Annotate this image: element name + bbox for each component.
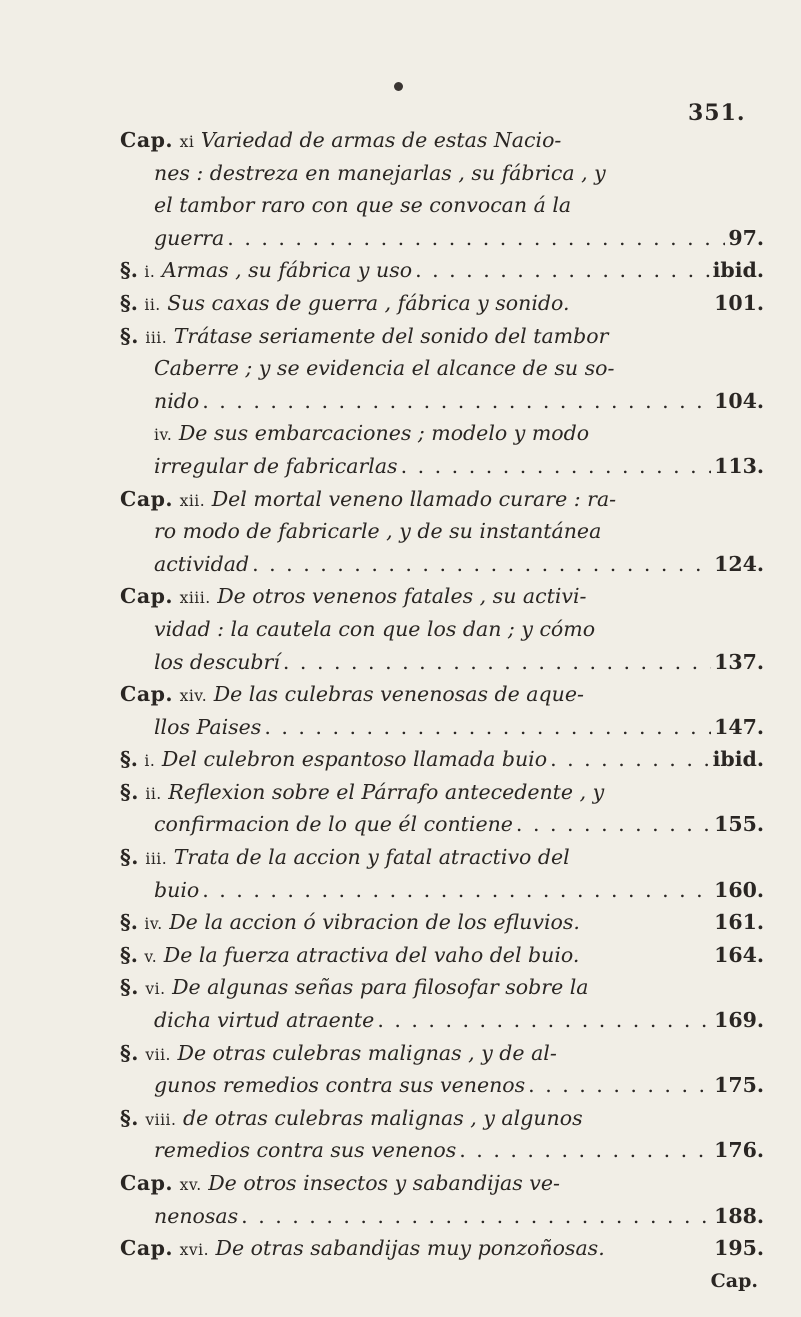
toc-line [120, 613, 764, 646]
entry-body [120, 1232, 605, 1267]
toc-line [120, 808, 764, 841]
entry-title: Sus caxas de guerra , fábrica y sonido. [167, 290, 570, 315]
dot-leader [550, 743, 710, 776]
entry-title: De la accion ó vibracion de los efluvios. [169, 910, 580, 935]
toc-line [120, 352, 764, 385]
chapter-prefix: Cap. [120, 682, 174, 707]
entry-number: xvi. [179, 1241, 209, 1260]
chapter-prefix: Cap. [120, 1171, 174, 1195]
toc-line [120, 548, 764, 581]
toc-line [120, 743, 764, 776]
table-of-contents [120, 124, 764, 1297]
toc-line [120, 1200, 764, 1233]
entry-title: Armas , su fábrica y uso [161, 258, 413, 283]
dot-leader [252, 548, 711, 581]
section-prefix: §. [120, 1040, 139, 1065]
toc-line [120, 1004, 764, 1037]
entry-number: i. [144, 752, 156, 771]
toc-line [120, 417, 764, 450]
entry-number: xiii. [179, 589, 211, 608]
page-ref: 169. [714, 1008, 764, 1033]
entry-title: Caberre ; y se evidencia el alcance de su so- [154, 356, 615, 381]
toc-line [120, 1069, 764, 1102]
toc-line [120, 450, 764, 483]
dot-leader [377, 1004, 711, 1037]
page-ref: 101. [714, 290, 764, 315]
toc-line [120, 254, 764, 287]
page-ref: 155. [714, 812, 764, 837]
ink-dot [394, 82, 403, 91]
entry-number: iii. [145, 850, 168, 869]
toc-line [120, 678, 764, 711]
toc-line [120, 971, 764, 1004]
page-ref: 97. [728, 225, 764, 250]
section-prefix: §. [120, 323, 139, 348]
page-ref: 104. [714, 388, 764, 413]
entry-title: De otras culebras malignas , y de al- [177, 1040, 557, 1065]
entry-title: De sus embarcaciones ; modelo y modo [178, 421, 590, 446]
entry-number: i. [144, 263, 156, 282]
entry-number: vii. [145, 1045, 171, 1064]
dot-leader [459, 1134, 711, 1167]
entry-title: remedios contra sus venenos [154, 1138, 457, 1163]
toc-line [120, 776, 764, 809]
toc-line [120, 385, 764, 418]
toc-line [120, 1134, 764, 1167]
page-ref: 113. [714, 453, 764, 478]
entry-title: De otras sabandijas muy ponzoñosas. [215, 1236, 605, 1261]
section-prefix: §. [120, 975, 139, 1000]
page-ref: 124. [714, 551, 764, 576]
entry-title: gunos remedios contra sus venenos [154, 1073, 526, 1098]
dot-leader [202, 385, 711, 418]
entry-title: Variedad de armas de estas Nacio- [200, 128, 562, 152]
page-ref: 161. [714, 910, 764, 935]
toc-line [120, 320, 764, 353]
entry-body [120, 906, 580, 941]
dot-leader [227, 222, 725, 255]
entry-title: nenosas [154, 1203, 239, 1228]
dot-leader [283, 646, 711, 679]
entry-number: iv. [144, 915, 163, 934]
toc-line [120, 646, 764, 679]
page-ref: ibid. [712, 258, 764, 283]
toc-line [120, 580, 764, 613]
entry-number: xv. [179, 1176, 202, 1194]
entry-number: ii. [145, 784, 162, 803]
toc-line [120, 189, 764, 222]
entry-number: vi. [145, 980, 166, 999]
toc-line [120, 222, 764, 255]
section-prefix: §. [120, 845, 139, 870]
section-prefix: §. [120, 747, 138, 772]
page-ref: 175. [714, 1073, 764, 1098]
dot-leader [241, 1200, 711, 1233]
entry-body [120, 254, 412, 289]
entry-number: xi [179, 133, 195, 151]
toc-line [120, 1232, 764, 1265]
entry-title: Trata de la accion y fatal atractivo del [173, 845, 570, 870]
section-prefix: §. [120, 1105, 139, 1130]
entry-title: nido [154, 388, 200, 413]
entry-title: irregular de fabricarlas [154, 453, 398, 478]
entry-title: de otras culebras malignas , y algunos [182, 1105, 583, 1130]
entry-title: Trátase seriamente del sonido del tambor [173, 323, 609, 348]
entry-title: nes : destreza en manejarlas , su fábrica , y [154, 160, 606, 185]
dot-leader [528, 1069, 711, 1102]
toc-line [120, 157, 764, 190]
page-ref: ibid. [712, 747, 764, 772]
page-ref: 195. [714, 1236, 764, 1261]
toc-line [120, 124, 764, 157]
section-prefix: §. [120, 258, 138, 283]
entry-title: De otros venenos fatales , su activi- [217, 584, 587, 609]
section-prefix: §. [120, 942, 138, 967]
chapter-prefix: Cap. [120, 128, 174, 152]
toc-line [120, 841, 764, 874]
toc-line [120, 1037, 764, 1070]
section-prefix: §. [120, 290, 138, 315]
toc-line [120, 906, 764, 939]
toc-line [120, 1167, 764, 1200]
entry-number: ii. [144, 295, 161, 314]
entry-number: iv. [154, 426, 173, 445]
entry-title: el tambor raro con que se convocan á la [154, 193, 572, 218]
entry-number: iii. [145, 328, 168, 347]
toc-line [120, 711, 764, 744]
toc-line [120, 874, 764, 907]
entry-title: dicha virtud atraente [154, 1008, 375, 1033]
section-prefix: §. [120, 910, 138, 935]
page-ref: 188. [714, 1203, 764, 1228]
entry-body [120, 287, 570, 322]
toc-line [120, 939, 764, 972]
entry-title: ro modo de fabricarle , y de su instantánea [154, 519, 602, 544]
page-ref: 137. [714, 649, 764, 674]
entry-title: vidad : la cautela con que los dan ; y cómo [154, 616, 596, 641]
chapter-prefix: Cap. [120, 584, 174, 609]
entry-title: llos Paises [154, 714, 262, 739]
page-ref: 147. [714, 714, 764, 739]
entry-title: Del culebron espantoso llamada buio [161, 747, 548, 772]
entry-title: Reflexion sobre el Párrafo antecedente , y [168, 779, 605, 804]
entry-title: actividad [154, 551, 250, 576]
chapter-prefix: Cap. [120, 1236, 174, 1261]
dot-leader [516, 808, 711, 841]
catchword: Cap. [710, 1269, 758, 1292]
entry-number: v. [144, 947, 158, 966]
dot-leader [264, 711, 711, 744]
toc-line [120, 287, 764, 320]
entry-title: De la fuerza atractiva del vaho del buio. [163, 942, 580, 967]
page-ref: 160. [714, 877, 764, 902]
entry-title: De algunas señas para filosofar sobre la [172, 975, 589, 1000]
entry-body [120, 939, 579, 974]
entry-title: De las culebras venenosas de aque- [213, 682, 584, 707]
entry-title: confirmacion de lo que él contiene [154, 812, 513, 837]
entry-title: los descubrí [154, 649, 280, 674]
dot-leader [415, 254, 710, 287]
entry-number: viii. [145, 1110, 177, 1129]
entry-body [120, 743, 547, 778]
entry-number: xiv. [179, 687, 208, 706]
dot-leader [202, 874, 711, 907]
entry-title: buio [154, 877, 200, 902]
dot-leader [401, 450, 711, 483]
page-number: 351. [688, 100, 746, 126]
toc-line [120, 483, 764, 516]
chapter-prefix: Cap. [120, 486, 174, 511]
entry-title: guerra [154, 225, 225, 250]
page-ref: 176. [714, 1138, 764, 1163]
entry-number: xii. [179, 491, 206, 510]
page-ref: 164. [714, 942, 764, 967]
section-prefix: §. [120, 779, 139, 804]
toc-line [120, 515, 764, 548]
toc-line [120, 1102, 764, 1135]
entry-title: De otros insectos y sabandijas ve- [208, 1171, 560, 1195]
entry-title: Del mortal veneno llamado curare : ra- [211, 486, 617, 511]
